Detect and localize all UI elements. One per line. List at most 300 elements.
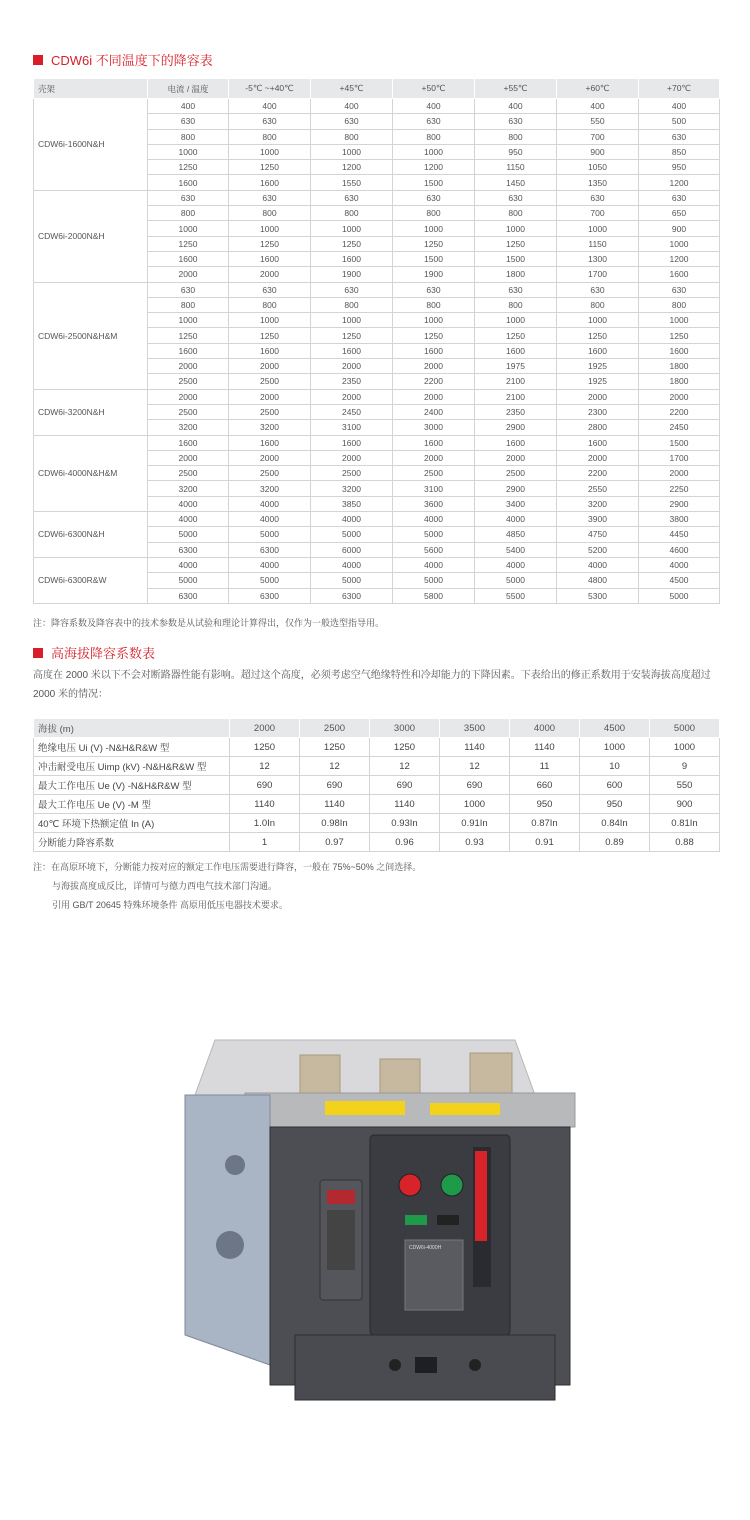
table-cell: 1500 [475, 251, 557, 266]
table-cell: 2500 [229, 374, 311, 389]
table-cell: 4850 [475, 527, 557, 542]
table-cell: 1250 [229, 236, 311, 251]
table-cell: 1000 [393, 313, 475, 328]
table-cell: 4450 [639, 527, 720, 542]
table-cell: 4000 [229, 512, 311, 527]
table-cell: 1000 [148, 221, 229, 236]
column-header: +55℃ [475, 79, 557, 99]
table-cell: 1000 [639, 313, 720, 328]
table-cell: 1700 [639, 450, 720, 465]
table-cell: 6300 [229, 588, 311, 603]
table-cell: 2900 [639, 496, 720, 511]
table-cell: 630 [229, 190, 311, 205]
table-cell: 400 [475, 99, 557, 114]
table-cell: 6300 [148, 588, 229, 603]
table-cell: 6000 [311, 542, 393, 557]
table-cell: 630 [229, 282, 311, 297]
table-cell: 1550 [311, 175, 393, 190]
table-cell: 0.88 [650, 833, 720, 852]
table-cell: 2100 [475, 374, 557, 389]
table-cell: 1250 [557, 328, 639, 343]
table-cell: 550 [650, 776, 720, 795]
table-cell: 1200 [311, 160, 393, 175]
table-cell: 4000 [557, 557, 639, 572]
table-cell: 1600 [229, 175, 311, 190]
table-cell: 3000 [393, 420, 475, 435]
table-cell: 5000 [148, 573, 229, 588]
table-cell: 630 [557, 190, 639, 205]
table-cell: 1150 [475, 160, 557, 175]
table-cell: 2000 [148, 389, 229, 404]
derating-temperature-table [33, 78, 720, 604]
row-label: 冲击耐受电压 Uimp (kV) -N&H&R&W 型 [34, 757, 230, 776]
table-cell: 4000 [475, 557, 557, 572]
table-cell: 1000 [580, 738, 650, 757]
table-cell: 4000 [148, 496, 229, 511]
table-cell: 1800 [639, 374, 720, 389]
table-cell: 630 [148, 114, 229, 129]
table-cell: 1.0In [230, 814, 300, 833]
table-cell: 2500 [475, 466, 557, 481]
table-row [34, 833, 720, 852]
column-header: +70℃ [639, 79, 720, 99]
table-cell: 1250 [148, 328, 229, 343]
table-cell: 1000 [557, 313, 639, 328]
table-cell: 1900 [311, 267, 393, 282]
table-row [34, 776, 720, 795]
table-cell: 400 [148, 99, 229, 114]
table-cell: 2500 [229, 466, 311, 481]
column-header: 5000 [650, 719, 720, 738]
table-cell: 1600 [639, 267, 720, 282]
table-cell: 800 [557, 297, 639, 312]
model-label: CDW6i-4000H [409, 1245, 442, 1251]
table-cell: 800 [393, 206, 475, 221]
table-cell: 800 [148, 297, 229, 312]
table-cell: 4000 [148, 557, 229, 572]
table-cell: 550 [557, 114, 639, 129]
table-cell: 2350 [475, 404, 557, 419]
table-cell: 5000 [229, 573, 311, 588]
table-cell: 0.89 [580, 833, 650, 852]
table-cell: 2000 [148, 267, 229, 282]
table-cell: 2500 [148, 466, 229, 481]
table-cell: 1600 [475, 343, 557, 358]
table-cell: 800 [229, 297, 311, 312]
table-cell: 1200 [393, 160, 475, 175]
table-cell: 1000 [393, 144, 475, 159]
table-cell: 1600 [311, 435, 393, 450]
table-cell: 1600 [148, 175, 229, 190]
note-line: 注：在高原环境下，分断能力按对应的额定工作电压需要进行降容，一般在 75%~50% 之间选择。 [33, 862, 422, 872]
table-cell: 3400 [475, 496, 557, 511]
section1-title: CDW6i 不同温度下的降容表 [51, 53, 213, 68]
table-cell: 1600 [229, 343, 311, 358]
table-cell: 0.91In [440, 814, 510, 833]
table-cell: 1600 [393, 343, 475, 358]
table-cell: 3850 [311, 496, 393, 511]
table-header-row [34, 719, 720, 738]
table-cell: 1140 [370, 795, 440, 814]
table-cell: 4000 [393, 512, 475, 527]
table-cell: 630 [148, 282, 229, 297]
table-cell: 2000 [311, 389, 393, 404]
table-cell: 0.93 [440, 833, 510, 852]
table-cell: 1250 [148, 160, 229, 175]
table-cell: 4800 [557, 573, 639, 588]
table-cell: 5000 [393, 527, 475, 542]
table-cell: 5000 [311, 573, 393, 588]
table-cell: 5300 [557, 588, 639, 603]
table-cell: 1250 [311, 328, 393, 343]
note-line: 引用 GB/T 20645 特殊环境条件 高原用低压电器技术要求。 [52, 900, 288, 910]
table-cell: 5500 [475, 588, 557, 603]
table-cell: 950 [580, 795, 650, 814]
column-header: 4000 [510, 719, 580, 738]
table-cell: 800 [148, 206, 229, 221]
frame-cell: CDW6i-1600N&H [34, 99, 148, 191]
table-row [34, 389, 720, 404]
table-cell: 3600 [393, 496, 475, 511]
table-cell: 400 [639, 99, 720, 114]
table-cell: 4000 [393, 557, 475, 572]
table-cell: 5000 [148, 527, 229, 542]
table-cell: 3200 [148, 481, 229, 496]
table-cell: 630 [148, 190, 229, 205]
table-cell: 2000 [639, 466, 720, 481]
table-cell: 1200 [639, 175, 720, 190]
table-row [34, 190, 720, 205]
table-cell: 2550 [557, 481, 639, 496]
table-cell: 1250 [393, 328, 475, 343]
table-cell: 400 [311, 99, 393, 114]
table-cell: 1600 [557, 435, 639, 450]
table-cell: 630 [557, 282, 639, 297]
table-cell: 1350 [557, 175, 639, 190]
table-cell: 4500 [639, 573, 720, 588]
column-header: 2000 [230, 719, 300, 738]
table-cell: 900 [639, 221, 720, 236]
table-cell: 950 [639, 160, 720, 175]
column-header: +50℃ [393, 79, 475, 99]
table-row [34, 557, 720, 572]
table-cell: 1500 [393, 251, 475, 266]
table-cell: 3200 [148, 420, 229, 435]
table-cell: 2000 [229, 389, 311, 404]
table-cell: 630 [393, 282, 475, 297]
table-cell: 660 [510, 776, 580, 795]
charging-handle [475, 1151, 487, 1241]
altitude-derating-table [33, 718, 720, 852]
table-cell: 2500 [148, 404, 229, 419]
section2-notes [33, 858, 421, 915]
table-cell: 2250 [639, 481, 720, 496]
table-cell: 2000 [148, 450, 229, 465]
table-cell: 1000 [650, 738, 720, 757]
table-row [34, 795, 720, 814]
table-cell: 900 [557, 144, 639, 159]
table-cell: 3200 [311, 481, 393, 496]
table-cell: 1250 [230, 738, 300, 757]
table-cell: 6300 [229, 542, 311, 557]
table-cell: 690 [440, 776, 510, 795]
table-cell: 1975 [475, 359, 557, 374]
table-cell: 0.87In [510, 814, 580, 833]
table-cell: 1250 [300, 738, 370, 757]
table-cell: 4750 [557, 527, 639, 542]
table-cell: 1600 [475, 435, 557, 450]
table-cell: 630 [475, 114, 557, 129]
table-cell: 1600 [229, 251, 311, 266]
table-cell: 11 [510, 757, 580, 776]
table-cell: 800 [475, 129, 557, 144]
table-cell: 1250 [229, 328, 311, 343]
table-cell: 630 [229, 114, 311, 129]
table-cell: 12 [230, 757, 300, 776]
section2-title: 高海拔降容系数表 [51, 646, 156, 661]
table-cell: 3100 [311, 420, 393, 435]
table-cell: 630 [311, 282, 393, 297]
row-label: 分断能力降容系数 [34, 833, 230, 852]
warning-label [325, 1101, 405, 1115]
row-label: 40℃ 环境下热额定值 In (A) [34, 814, 230, 833]
table-cell: 5200 [557, 542, 639, 557]
table-cell: 800 [639, 297, 720, 312]
table-cell: 800 [229, 206, 311, 221]
table-cell: 1500 [393, 175, 475, 190]
table-cell: 4000 [229, 496, 311, 511]
column-header: -5℃ ~+40℃ [229, 79, 311, 99]
column-header: 4500 [580, 719, 650, 738]
table-cell: 2000 [229, 359, 311, 374]
table-cell: 690 [370, 776, 440, 795]
table-cell: 1925 [557, 359, 639, 374]
table-cell: 900 [650, 795, 720, 814]
table-cell: 3200 [229, 420, 311, 435]
table-cell: 2000 [393, 450, 475, 465]
table-cell: 950 [510, 795, 580, 814]
table-cell: 4000 [311, 512, 393, 527]
table-cell: 630 [393, 114, 475, 129]
table-cell: 650 [639, 206, 720, 221]
frame-cell: CDW6i-3200N&H [34, 389, 148, 435]
table-cell: 1150 [557, 236, 639, 251]
table-row [34, 99, 720, 114]
table-cell: 1000 [475, 313, 557, 328]
table-cell: 2000 [557, 450, 639, 465]
table-row [34, 738, 720, 757]
table-cell: 1000 [229, 221, 311, 236]
table-cell: 1250 [370, 738, 440, 757]
table-cell: 1140 [510, 738, 580, 757]
table-cell: 2200 [639, 404, 720, 419]
row-label: 最大工作电压 Ue (V) -M 型 [34, 795, 230, 814]
table-row [34, 435, 720, 450]
table-cell: 630 [475, 282, 557, 297]
table-cell: 5000 [229, 527, 311, 542]
table-cell: 1000 [311, 221, 393, 236]
table-cell: 1250 [475, 236, 557, 251]
table-cell: 9 [650, 757, 720, 776]
table-cell: 800 [393, 129, 475, 144]
table-cell: 3100 [393, 481, 475, 496]
table-cell: 1600 [148, 343, 229, 358]
table-cell: 1000 [148, 144, 229, 159]
front-rail [245, 1093, 575, 1127]
table-cell: 2900 [475, 420, 557, 435]
table-cell: 600 [580, 776, 650, 795]
table-cell: 2000 [639, 389, 720, 404]
table-cell: 1250 [311, 236, 393, 251]
table-cell: 630 [393, 190, 475, 205]
table-cell: 5000 [311, 527, 393, 542]
table-cell: 1050 [557, 160, 639, 175]
table-cell: 690 [230, 776, 300, 795]
table-cell: 5800 [393, 588, 475, 603]
table-cell: 1500 [639, 435, 720, 450]
column-header: 海拔 (m) [34, 719, 230, 738]
table-cell: 1000 [229, 313, 311, 328]
table-cell: 1600 [148, 251, 229, 266]
table-cell: 1250 [475, 328, 557, 343]
table-cell: 1250 [639, 328, 720, 343]
frame-cell: CDW6i-6300N&H [34, 512, 148, 558]
table-cell: 800 [229, 129, 311, 144]
column-header: +45℃ [311, 79, 393, 99]
on-button [441, 1174, 463, 1196]
table-cell: 2500 [148, 374, 229, 389]
table-cell: 1000 [475, 221, 557, 236]
warning-label [430, 1103, 500, 1115]
table-cell: 1000 [311, 144, 393, 159]
table-row [34, 512, 720, 527]
table-cell: 12 [300, 757, 370, 776]
table-cell: 1000 [393, 221, 475, 236]
column-header: 3500 [440, 719, 510, 738]
table-cell: 3900 [557, 512, 639, 527]
table-cell: 4000 [229, 557, 311, 572]
table-cell: 700 [557, 129, 639, 144]
table-cell: 2000 [557, 389, 639, 404]
table-cell: 6300 [148, 542, 229, 557]
table-cell: 400 [229, 99, 311, 114]
table-cell: 5600 [393, 542, 475, 557]
frame-cell: CDW6i-2000N&H [34, 190, 148, 282]
table-cell: 1900 [393, 267, 475, 282]
table-cell: 1600 [148, 435, 229, 450]
section1-note: 注：降容系数及降容表中的技术参数是从试验和理论计算得出，仅作为一般选型指导用。 [33, 618, 385, 628]
frame-cell: CDW6i-4000N&H&M [34, 435, 148, 511]
table-cell: 500 [639, 114, 720, 129]
frame-cell: CDW6i-6300R&W [34, 557, 148, 603]
table-cell: 1800 [639, 359, 720, 374]
column-header: 电流 / 温度 [148, 79, 229, 99]
table-cell: 800 [148, 129, 229, 144]
table-cell: 2500 [229, 404, 311, 419]
table-cell: 2450 [639, 420, 720, 435]
table-cell: 950 [475, 144, 557, 159]
table-cell: 3200 [557, 496, 639, 511]
table-cell: 630 [639, 282, 720, 297]
table-cell: 1800 [475, 267, 557, 282]
table-cell: 0.98In [300, 814, 370, 833]
table-cell: 0.96 [370, 833, 440, 852]
table-cell: 2000 [148, 359, 229, 374]
table-cell: 2400 [393, 404, 475, 419]
row-label: 最大工作电压 Ue (V) -N&H&R&W 型 [34, 776, 230, 795]
table-cell: 1000 [557, 221, 639, 236]
table-cell: 1000 [148, 313, 229, 328]
column-header: 2500 [300, 719, 370, 738]
column-header: +60℃ [557, 79, 639, 99]
table-cell: 5000 [475, 573, 557, 588]
table-cell: 6300 [311, 588, 393, 603]
table-cell: 1300 [557, 251, 639, 266]
table-row [34, 814, 720, 833]
table-row [34, 757, 720, 776]
section2-heading [33, 643, 155, 662]
table-row [34, 282, 720, 297]
table-cell: 1250 [229, 160, 311, 175]
table-cell: 2900 [475, 481, 557, 496]
table-cell: 1000 [311, 313, 393, 328]
table-cell: 1925 [557, 374, 639, 389]
table-cell: 1000 [639, 236, 720, 251]
table-cell: 2200 [393, 374, 475, 389]
table-cell: 3200 [229, 481, 311, 496]
table-cell: 1200 [639, 251, 720, 266]
frame-cell: CDW6i-2500N&H&M [34, 282, 148, 389]
table-cell: 2350 [311, 374, 393, 389]
table-cell: 4000 [311, 557, 393, 572]
table-cell: 0.81In [650, 814, 720, 833]
table-cell: 630 [639, 129, 720, 144]
table-cell: 850 [639, 144, 720, 159]
off-button [399, 1174, 421, 1196]
table-cell: 1700 [557, 267, 639, 282]
table-cell: 0.91 [510, 833, 580, 852]
row-label: 绝缘电压 Ui (V) -N&H&R&W 型 [34, 738, 230, 757]
table-cell: 400 [557, 99, 639, 114]
section-marker-icon [33, 648, 43, 658]
table-cell: 4000 [475, 512, 557, 527]
table-cell: 5000 [393, 573, 475, 588]
table-cell: 4000 [639, 557, 720, 572]
table-header-row [34, 79, 720, 99]
table-cell: 2000 [229, 450, 311, 465]
circuit-breaker-product-image [175, 1035, 595, 1430]
table-cell: 1140 [300, 795, 370, 814]
table-cell: 1 [230, 833, 300, 852]
table-cell: 630 [311, 190, 393, 205]
table-cell: 2000 [311, 359, 393, 374]
table-cell: 10 [580, 757, 650, 776]
table-cell: 12 [440, 757, 510, 776]
side-plate [185, 1095, 270, 1365]
table-cell: 5000 [639, 588, 720, 603]
table-cell: 630 [311, 114, 393, 129]
section1-heading [33, 50, 213, 69]
table-cell: 1600 [311, 251, 393, 266]
table-cell: 2000 [229, 267, 311, 282]
table-cell: 1000 [440, 795, 510, 814]
table-cell: 800 [311, 297, 393, 312]
table-cell: 1600 [639, 343, 720, 358]
column-header: 3000 [370, 719, 440, 738]
table-cell: 800 [311, 206, 393, 221]
table-cell: 2100 [475, 389, 557, 404]
section2-intro: 高度在 2000 米以下不会对断路器性能有影响。超过这个高度，必须考虑空气绝缘特性和冷却能力的下降因素。下表给出的修正系数用于安装海拔高度超过 2000 米的情况： [33, 670, 711, 700]
